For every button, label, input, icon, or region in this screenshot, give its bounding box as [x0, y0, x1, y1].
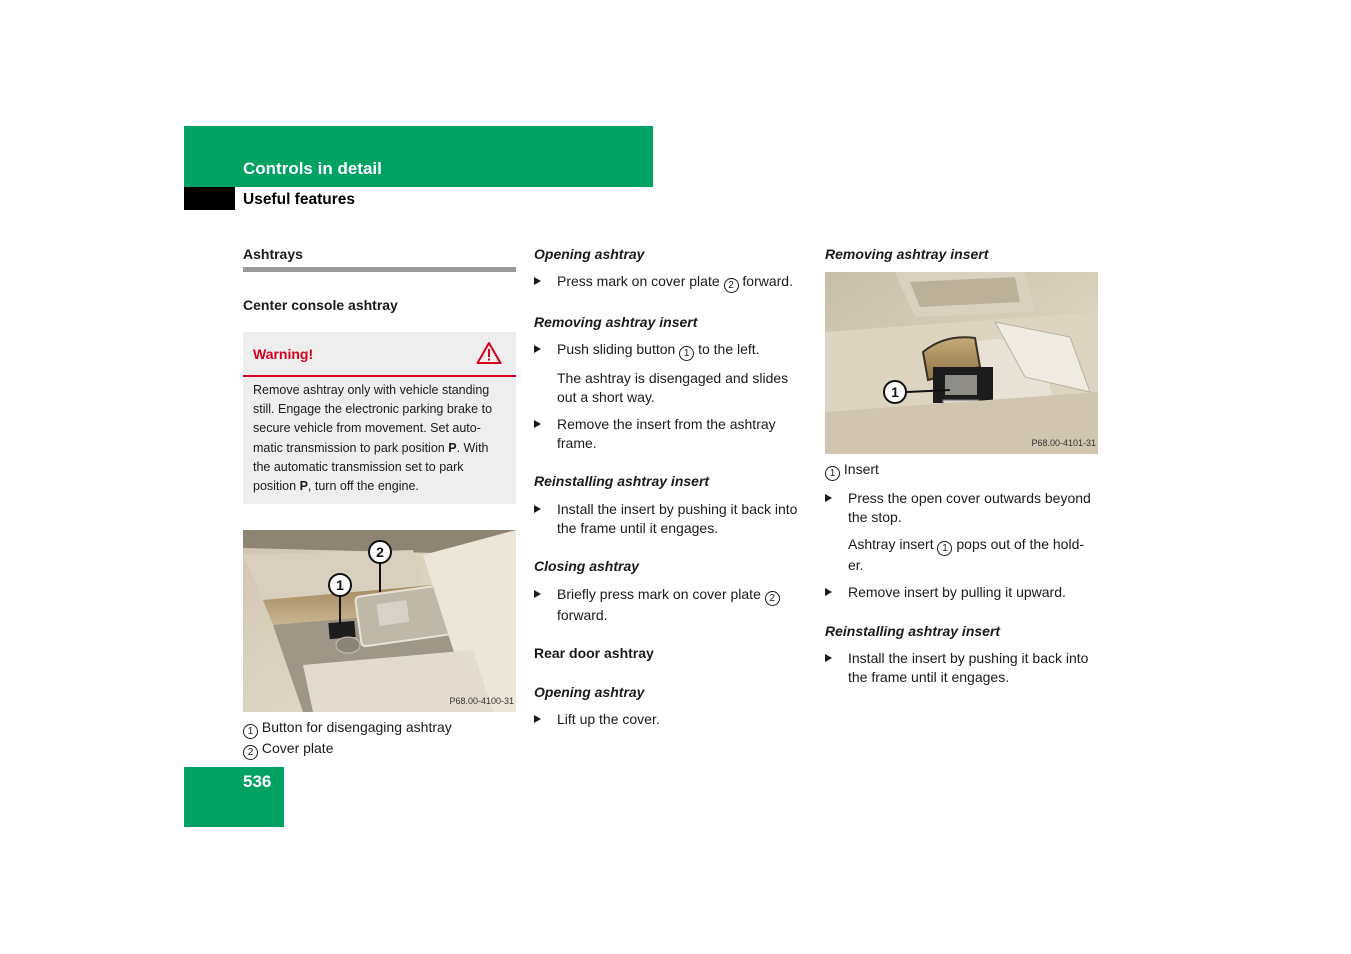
warning-box	[243, 332, 516, 504]
instruction-step: Lift up the cover.	[534, 710, 808, 729]
instruction-step: Remove insert by pulling it upward.	[825, 583, 1098, 602]
column-3	[825, 245, 1098, 687]
legend-item: 1 Button for disengaging ashtray	[243, 718, 516, 739]
warning-text: Remove ashtray only with vehicle standing still. Engage the electronic parking brake to secure vehicle from movement. Set auto-matic transmission to park position P. With the automatic transmission set to park position P, turn off the engine.	[253, 383, 493, 494]
instruction-step: Push sliding button 1 to the left.	[534, 340, 808, 361]
instruction-result: The ashtray is disengaged and slides out a short way.	[557, 370, 789, 405]
svg-text:1: 1	[891, 384, 899, 400]
rear-door-photo	[825, 272, 1098, 454]
column-1	[243, 245, 516, 760]
center-console-heading: Center console ashtray	[243, 297, 398, 313]
removing-insert-heading: Removing ashtray insert	[534, 314, 698, 330]
warning-label: Warning!	[253, 346, 314, 362]
rear-door-heading: Rear door ashtray	[534, 645, 654, 661]
section-tab	[184, 187, 235, 210]
photo-legend	[243, 718, 516, 760]
page-number: 536	[243, 772, 272, 791]
instruction-step: Press the open cover outwards beyond the stop.	[825, 489, 1098, 527]
closing-ashtray-heading: Closing ashtray	[534, 558, 640, 574]
section-title: Useful features	[243, 191, 355, 208]
reinstalling-insert-heading: Reinstalling ashtray insert	[534, 473, 710, 489]
instruction-step: Press mark on cover plate 2 forward.	[534, 272, 808, 293]
column-2	[534, 245, 808, 729]
instruction-step: Remove the insert from the ashtray frame.	[534, 415, 808, 453]
opening-ashtray-heading: Opening ashtray	[534, 246, 645, 262]
warning-header	[243, 332, 516, 377]
center-console-photo	[243, 530, 516, 712]
photo-code: P68.00-4101-31	[1031, 438, 1096, 448]
instruction-step: Briefly press mark on cover plate 2 forward.	[534, 585, 808, 625]
warning-triangle-icon	[476, 341, 502, 370]
instruction-result: Ashtray insert 1 pops out of the hold-er.	[848, 536, 1085, 573]
photo-legend: 1 Insert	[825, 460, 1098, 481]
reinstalling-insert-heading-rear: Reinstalling ashtray insert	[825, 623, 1001, 639]
ashtrays-heading: Ashtrays	[243, 245, 516, 272]
removing-insert-heading-rear: Removing ashtray insert	[825, 246, 989, 262]
chapter-title: Controls in detail	[243, 159, 382, 178]
legend-item: 2 Cover plate	[243, 739, 516, 760]
instruction-step: Install the insert by pushing it back into the frame until it engages.	[534, 500, 808, 538]
svg-text:2: 2	[376, 544, 384, 561]
instruction-step: Install the insert by pushing it back into the frame until it engages.	[825, 649, 1098, 687]
svg-text:1: 1	[336, 577, 344, 594]
opening-ashtray-heading-2: Opening ashtray	[534, 684, 645, 700]
photo-code: P68.00-4100-31	[449, 696, 514, 707]
